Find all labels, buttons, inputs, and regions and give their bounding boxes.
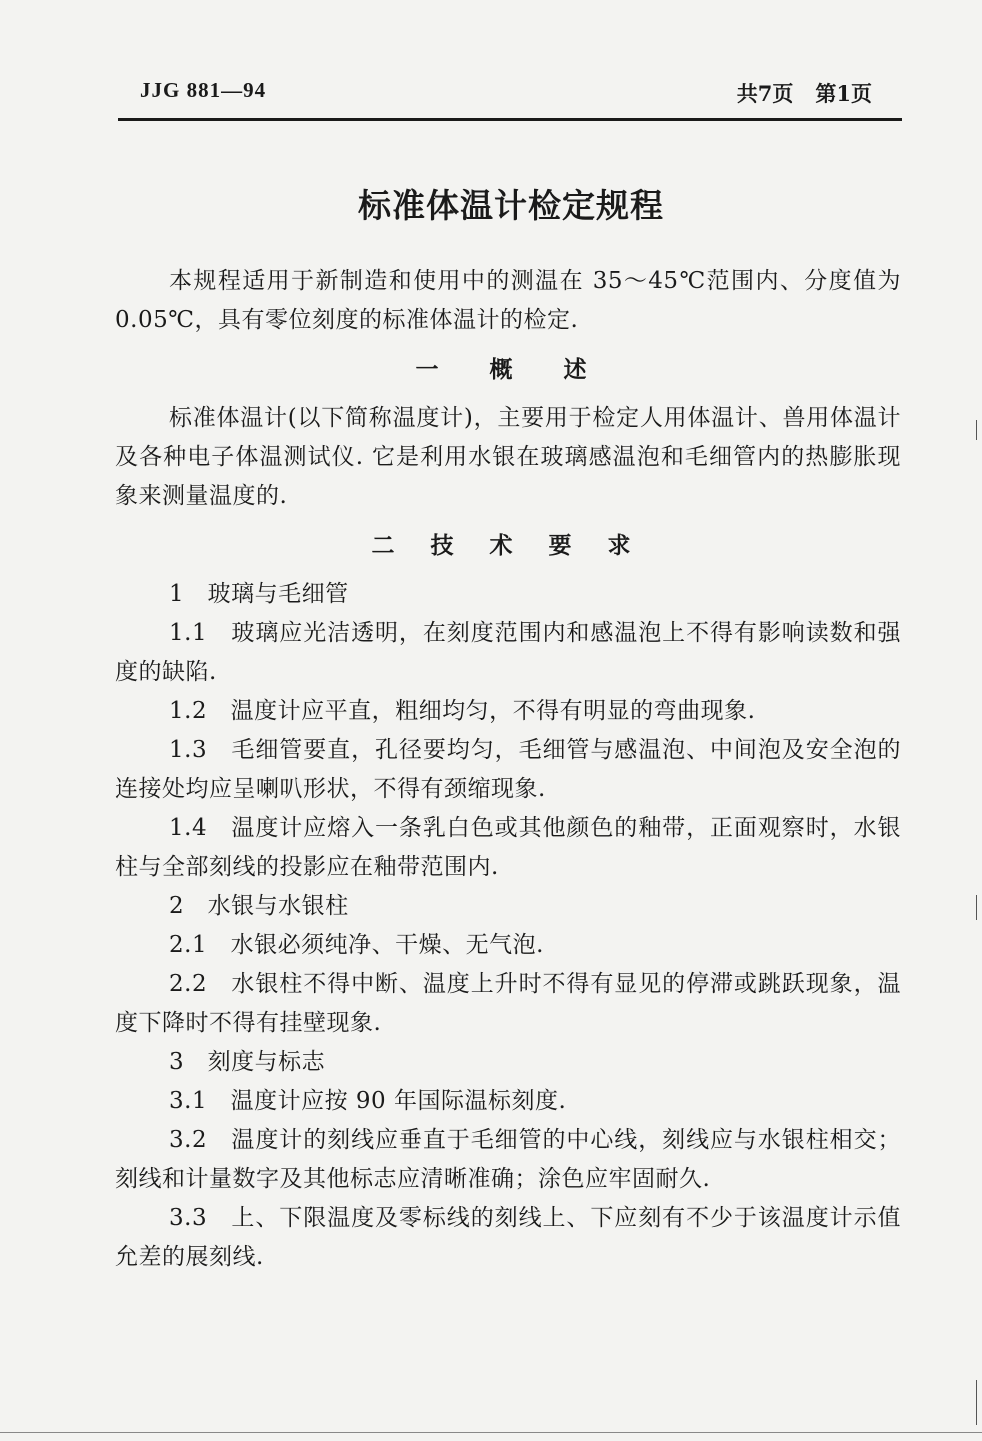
- clause-3-2: 3.2 温度计的刻线应垂直于毛细管的中心线，刻线应与水银柱相交；刻线和计量数字及其他标志应清晰准确；涂色应牢固耐久.: [115, 1127, 901, 1192]
- clause-1-4: 1.4 温度计应熔入一条乳白色或其他颜色的釉带，正面观察时，水银柱与全部刻线的投影应在釉带范围内.: [115, 815, 901, 880]
- section-heading-technical-requirements: 二 技 术 要 求: [371, 532, 645, 559]
- clause-1-2: 1.2 温度计应平直，粗细均匀，不得有明显的弯曲现象.: [169, 698, 756, 724]
- document-title: 标准体温计检定规程: [358, 186, 664, 225]
- clause-1-1: 1.1 玻璃应光洁透明，在刻度范围内和感温泡上不得有影响读数和强度的缺陷.: [115, 620, 901, 685]
- page-number: 第1页: [815, 81, 872, 106]
- section-heading-overview: 一 概 述: [415, 356, 601, 383]
- clause-3-1: 3.1 温度计应按 90 年国际温标刻度.: [169, 1088, 567, 1114]
- document-body: [115, 262, 901, 1277]
- overview-paragraph: 标准体温计(以下简称温度计)，主要用于检定人用体温计、兽用体温计及各种电子体温测试仪. 它是利用水银在玻璃感温泡和毛细管内的热膨胀现象来测量温度的.: [115, 405, 901, 509]
- intro-paragraph: 本规程适用于新制造和使用中的测温在 35～45℃范围内、分度值为 0.05℃，具有零位刻度的标准体温计的检定.: [115, 268, 901, 333]
- header-rule: [118, 118, 902, 121]
- scan-edge-mark: [976, 895, 977, 920]
- scan-edge-mark: [976, 420, 977, 440]
- clause-3-3: 3.3 上、下限温度及零标线的刻线上、下应刻有不少于该温度计示值允差的展刻线.: [115, 1205, 901, 1270]
- clause-2-1: 2.1 水银必须纯净、干燥、无气泡.: [169, 932, 544, 958]
- total-pages: 共7页: [736, 81, 794, 106]
- scan-bottom-edge: [0, 1432, 982, 1433]
- clause-2-2: 2.2 水银柱不得中断、温度上升时不得有显见的停滞或跳跃现象，温度下降时不得有挂壁现象.: [115, 971, 901, 1036]
- scan-edge-mark: [976, 1380, 977, 1425]
- clause-2: 2 水银与水银柱: [169, 893, 349, 919]
- clause-1-3: 1.3 毛细管要直，孔径要均匀，毛细管与感温泡、中间泡及安全泡的连接处均应呈喇叭形状，不得有颈缩现象.: [115, 737, 901, 802]
- clause-3: 3 刻度与标志: [169, 1049, 326, 1075]
- page-header: [118, 78, 900, 112]
- clause-1: 1 玻璃与毛细管: [169, 581, 349, 607]
- standard-code: JJG 881—94: [140, 78, 267, 102]
- page-info: [715, 78, 872, 108]
